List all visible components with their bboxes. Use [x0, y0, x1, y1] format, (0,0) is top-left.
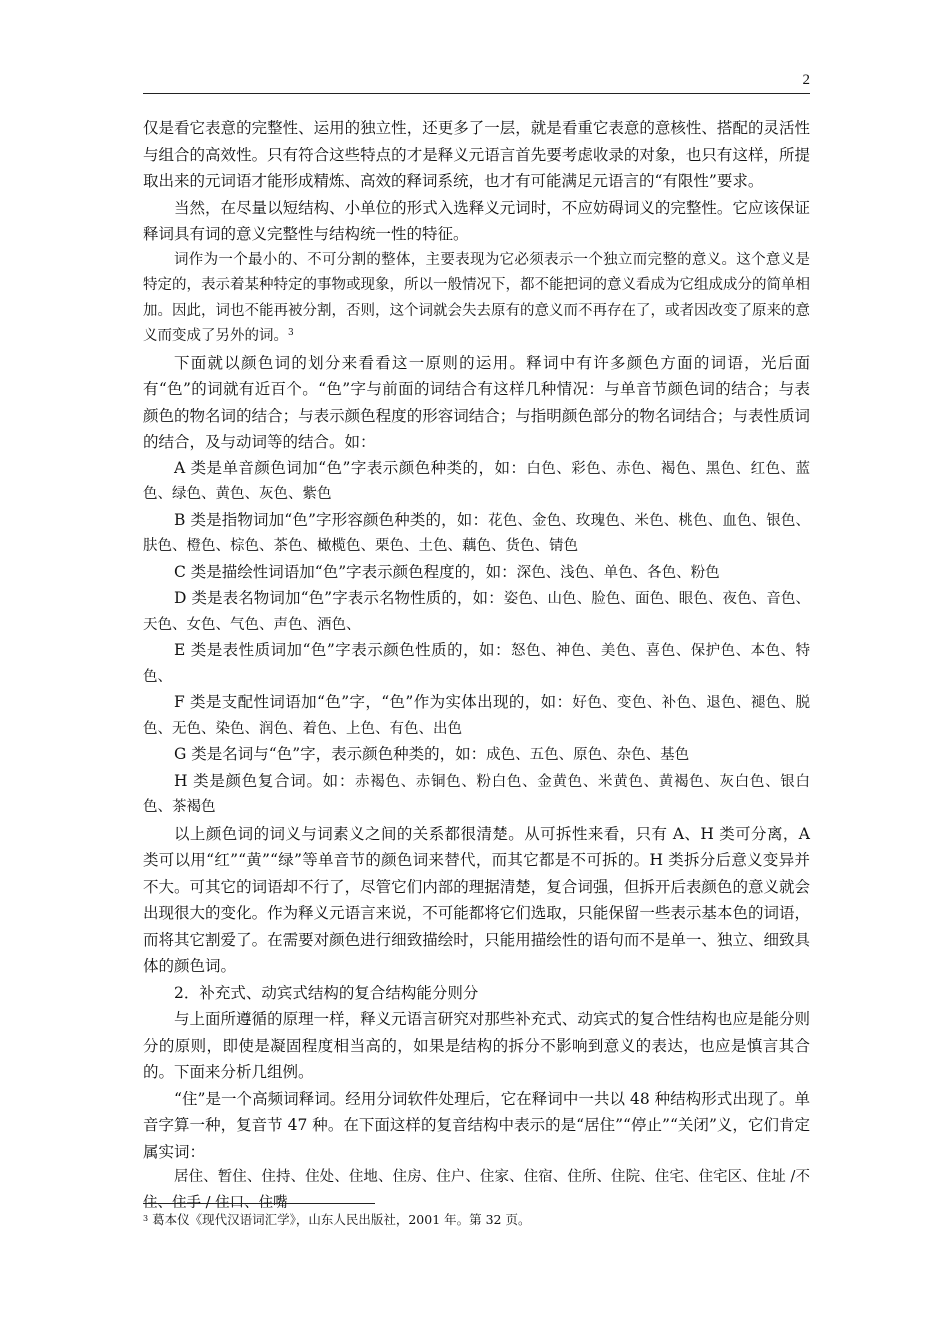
list-item-lead: F 类是支配性词语加“色”字，“色”作为实体出现的，如：	[174, 693, 573, 711]
list-item	[143, 560, 810, 587]
page-number: 2	[802, 72, 810, 88]
list-item-lead: G 类是名词与“色”字，表示颜色种类的，如：	[174, 745, 487, 763]
list-item-lead: A 类是单音颜色词加“色”字表示颜色种类的，如：	[174, 458, 527, 477]
list-item	[143, 638, 810, 690]
footnote-rule	[143, 1203, 375, 1204]
list-item	[143, 690, 810, 742]
list-item-lead: H 类是颜色复合词。如：	[174, 771, 356, 790]
paragraph-4: 以上颜色词的词义与词素义之间的关系都很清楚。从可拆性来看，只有 A、H 类可分离，A 类可以用“红”“黄”“绿”等单音节的颜色词来替代，而其它都是不可拆的。H 类拆分后意义变异并不大。可其它的词语却不行了，尽管它们内部的理据清楚，复合词强，但拆开后表颜色的意义就会出现很大的变化。作为释义元语言来说，不可能都将它们选取，只能保留一些表示基本色的词语，而将其它割爱了。在需要对颜色进行细致描绘时，只能用描绘性的语句而不是单一、独立、细致具体的颜色词。	[143, 824, 810, 975]
list-item-words: 成色、五色、原色、杂色、基色	[486, 747, 690, 763]
header-rule	[143, 93, 810, 94]
list-item-words: 花色、金色、玫瑰色、米色、桃色、血色、银色、肤色、橙色、棕色、茶色、橄榄色、栗色、土色、藕色、货色、锖色	[143, 512, 811, 554]
footnote	[143, 1211, 810, 1229]
paragraph-1: 仅是看它表意的完整性、运用的独立性，还更多了一层，就是看重它表意的意核性、搭配的灵活性与组合的高效性。只有符合这些特点的才是释义元语言首先要考虑收录的对象，也只有这样，所提取出来的元词语才能形成精炼、高效的释词系统，也才有可能满足元语言的“有限性”要求。	[143, 119, 810, 190]
list-item-words: 白色、彩色、赤色、褐色、黑色、红色、蓝色、绿色、黄色、灰色、紫色	[143, 460, 810, 502]
paragraph-2: 当然，在尽量以短结构、小单位的形式入选释义元词时，不应妨碍词义的完整性。它应该保证释词具有词的意义完整性与结构统一性的特征。	[143, 198, 810, 243]
page-body	[143, 115, 810, 1216]
list-item	[143, 586, 810, 638]
list-item-words: 深色、浅色、单色、各色、粉色	[516, 564, 720, 581]
list-item-lead: D 类是表名物词加“色”字表示名物性质的，如：	[174, 589, 504, 607]
section-heading: 2．补充式、动宾式结构的复合结构能分则分	[174, 983, 479, 1002]
paragraph-6: “住”是一个高频词释词。经用分词软件处理后，它在释词中一共以 48 种结构形式出现了。单音字算一种，复音节 47 种。在下面这样的复音结构中表示的是“居住”“停止”“关闭”义，它们肯定属实词：	[143, 1089, 810, 1161]
list-item	[143, 508, 810, 560]
list-item	[143, 456, 810, 508]
list-item-words: 赤褐色、赤铜色、粉白色、金黄色、米黄色、黄褐色、灰白色、银白色、茶褐色	[143, 773, 811, 815]
block-quote-text: 词作为一个最小的、不可分割的整体，主要表现为它必须表示一个独立而完整的意义。这个意义是特定的，表示着某种特定的事物或现象，所以一般情况下，都不能把词的意义看成为它组成成分的简单相加。因此，词也不能再被分割，否则，这个词就会失去原有的意义而不再存在了，或者因改变了原来的意义而变成了另外的词。	[143, 251, 810, 344]
list-item-words: 怒色、神色、美色、喜色、保护色、本色、特色、	[143, 643, 811, 685]
list-item	[143, 742, 810, 769]
list-item	[143, 769, 810, 821]
list-item-words: 姿色、山色、脸色、面色、眼色、夜色、音色、天色、女色、气色、声色、酒色、	[143, 591, 810, 633]
paragraph-5: 与上面所遵循的原理一样，释义元语言研究对那些补充式、动宾式的复合性结构也应是能分则分的原则，即使是凝固程度相当高的，如果是结构的拆分不影响到意义的表达，也应是慎言其合的。下面来分析几组例。	[143, 1010, 810, 1081]
footnote-text: 葛本仪《现代汉语词汇学》，山东人民出版社，2001 年。第 32 页。	[152, 1212, 531, 1227]
footnote-number: 3	[143, 1214, 149, 1223]
footnote-ref: 3	[288, 328, 294, 338]
list-item-words: 好色、变色、补色、退色、褪色、脱色、无色、染色、润色、着色、上色、有色、出色	[143, 695, 810, 737]
word-list-zhu: 居住、暂住、住持、住处、住地、住房、住户、住家、住宿、住所、住院、住宅、住宅区、住址 /不住、住手 / 住口、住嘴	[143, 1169, 810, 1211]
paragraph-3: 下面就以颜色词的划分来看看这一原则的运用。释词中有许多颜色方面的词语，光后面有“色”的词就有近百个。“色”字与前面的词结合有这样几种情况：与单音节颜色词的结合；与表颜色的物名词的结合；与表示颜色程度的形容词结合；与指明颜色部分的物名词结合；与表性质词的结合，及与动词等的结合。如：	[143, 353, 810, 451]
list-item-lead: E 类是表性质词加“色”字表示颜色性质的，如：	[174, 641, 512, 659]
list-item-lead: B 类是指物词加“色”字形容颜色种类的，如：	[174, 510, 489, 529]
list-item-lead: C 类是描绘性词语加“色”字表示颜色程度的，如：	[174, 562, 517, 581]
block-quote	[143, 248, 810, 350]
